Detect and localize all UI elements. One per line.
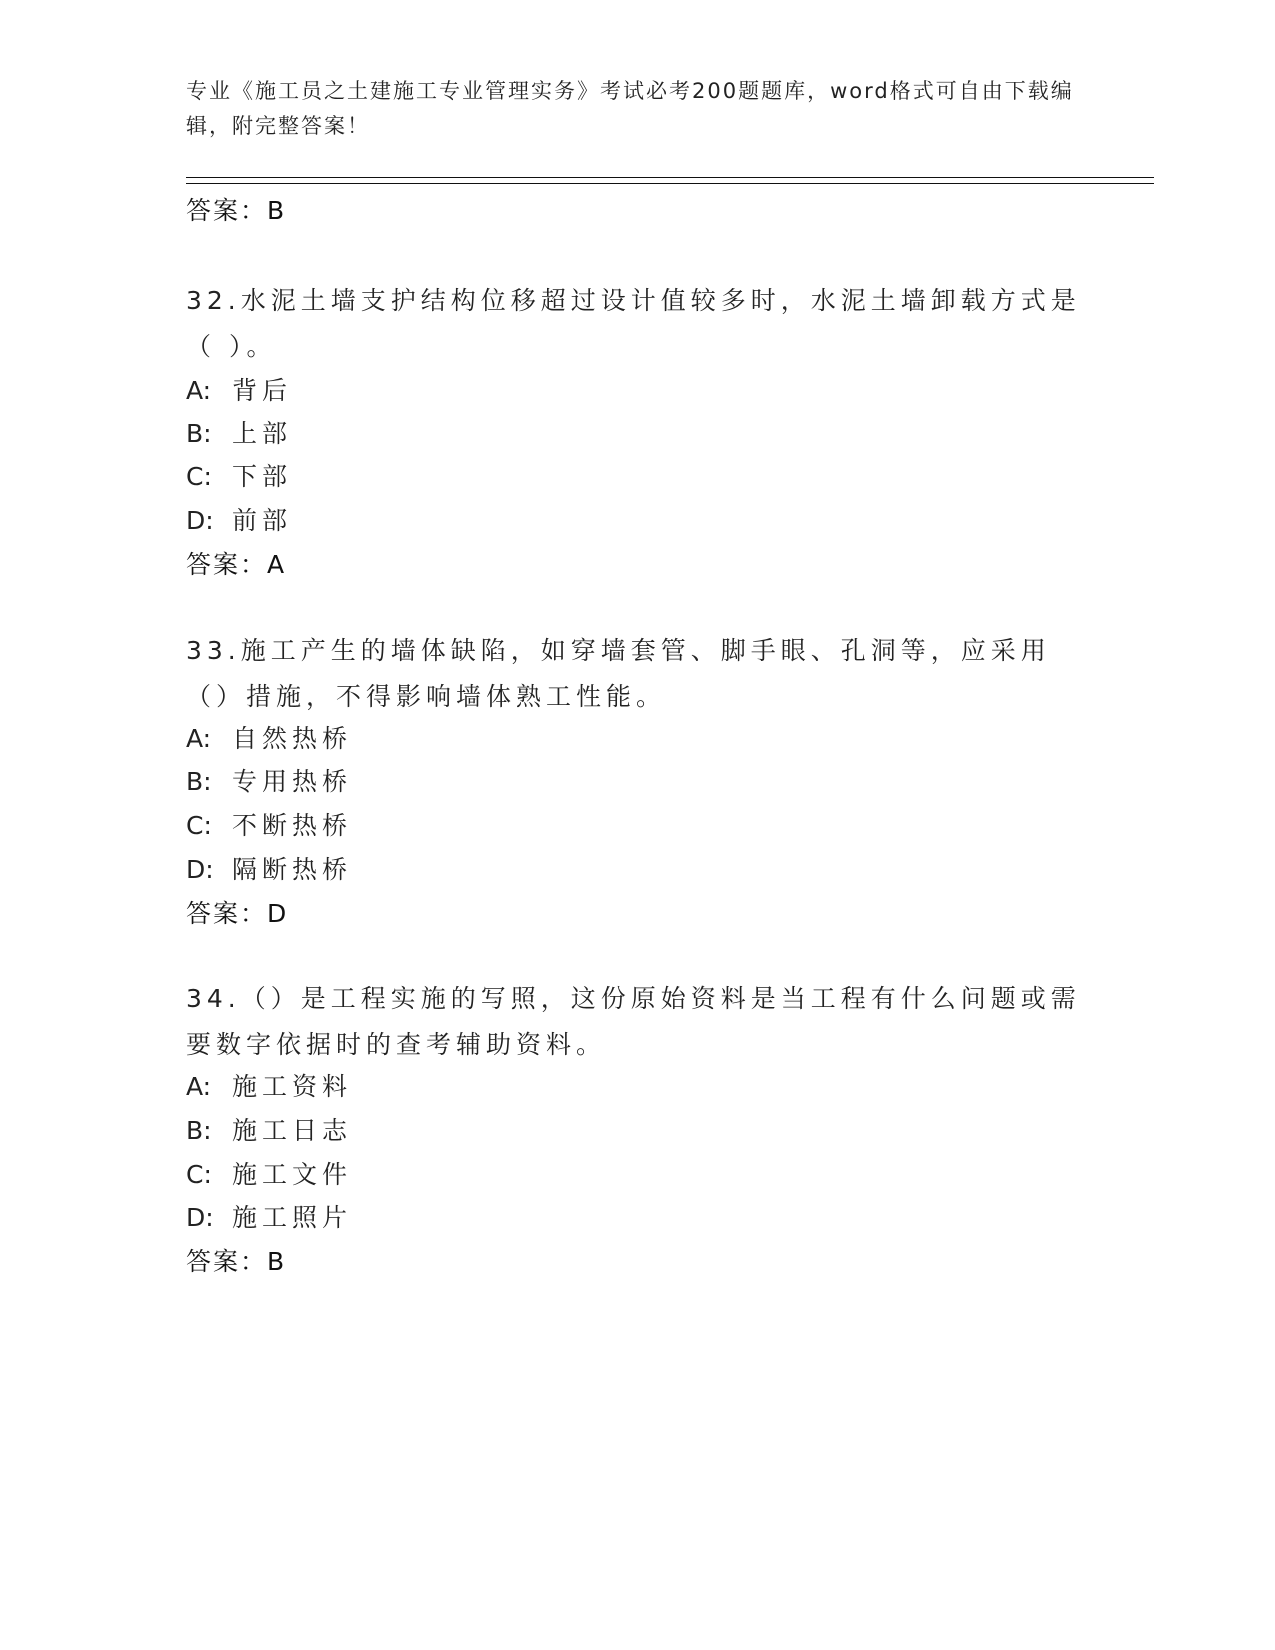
question-32-answer: 答案：A bbox=[186, 550, 287, 579]
option-text: 施工照片 bbox=[232, 1203, 353, 1232]
question-34-option-c bbox=[186, 1160, 352, 1190]
question-32-option-a bbox=[186, 376, 292, 406]
question-33-option-a bbox=[186, 724, 352, 754]
option-text: 下部 bbox=[232, 462, 293, 491]
document-header: 专业《施工员之土建施工专业管理实务》考试必考200题题库，word格式可自由下载编辑，附完整答案！ bbox=[186, 79, 1074, 138]
option-text: 专用热桥 bbox=[232, 767, 353, 796]
option-text: 上部 bbox=[232, 419, 293, 448]
question-33-option-c bbox=[186, 811, 352, 841]
option-letter: A: bbox=[186, 376, 212, 405]
option-letter: B: bbox=[186, 1116, 212, 1145]
question-32-stem: 32.水泥土墙支护结构位移超过设计值较多时，水泥土墙卸载方式是（ ）。 bbox=[186, 286, 1081, 361]
question-34-option-a bbox=[186, 1072, 352, 1102]
question-34-option-b bbox=[186, 1116, 352, 1146]
question-32-option-c bbox=[186, 462, 292, 492]
question-32-option-d bbox=[186, 506, 292, 536]
option-text: 施工日志 bbox=[232, 1116, 353, 1145]
question-33-stem: 33.施工产生的墙体缺陷，如穿墙套管、脚手眼、孔洞等，应采用（）措施，不得影响墙体熟工性能。 bbox=[186, 636, 1051, 711]
question-33-answer: 答案：D bbox=[186, 899, 289, 928]
option-letter: D: bbox=[186, 1203, 214, 1232]
option-text: 施工资料 bbox=[232, 1072, 353, 1101]
header-divider bbox=[186, 177, 1154, 184]
option-text: 隔断热桥 bbox=[232, 855, 353, 884]
option-letter: B: bbox=[186, 767, 212, 796]
option-text: 背后 bbox=[232, 376, 293, 405]
question-34-answer: 答案：B bbox=[186, 1247, 287, 1276]
option-text: 自然热桥 bbox=[232, 724, 353, 753]
option-letter: D: bbox=[186, 855, 214, 884]
option-letter: D: bbox=[186, 506, 214, 535]
option-letter: B: bbox=[186, 419, 212, 448]
option-letter: C: bbox=[186, 1160, 212, 1189]
question-34-stem: 34.（）是工程实施的写照，这份原始资料是当工程有什么问题或需要数字依据时的查考辅助资料。 bbox=[186, 984, 1081, 1059]
option-letter: A: bbox=[186, 1072, 212, 1101]
option-letter: C: bbox=[186, 811, 212, 840]
option-text: 不断热桥 bbox=[232, 811, 353, 840]
question-33-option-d bbox=[186, 855, 352, 885]
option-text: 前部 bbox=[232, 506, 293, 535]
option-letter: A: bbox=[186, 724, 212, 753]
question-32-option-b bbox=[186, 419, 292, 449]
question-34-option-d bbox=[186, 1203, 352, 1233]
option-text: 施工文件 bbox=[232, 1160, 353, 1189]
previous-answer: 答案：B bbox=[186, 196, 287, 225]
option-letter: C: bbox=[186, 462, 212, 491]
question-33-option-b bbox=[186, 767, 352, 797]
